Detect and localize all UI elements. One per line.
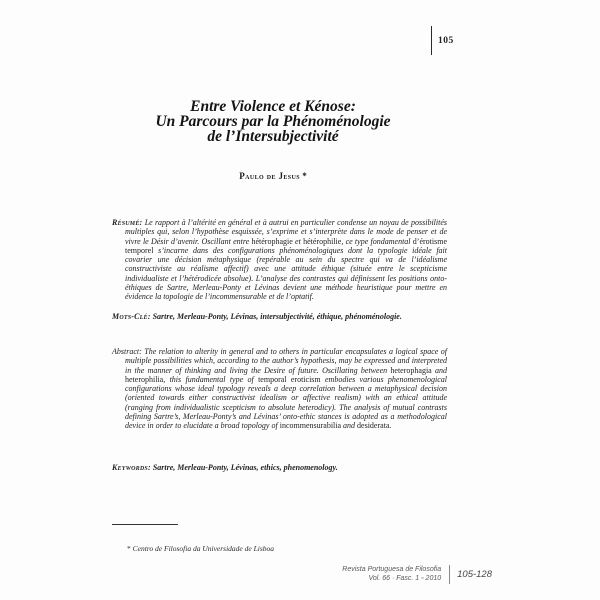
journal-volume: Vol. 66 · Fasc. 1 ▫ 2010 (368, 574, 442, 582)
article-title (112, 99, 434, 144)
abstract-label: Abstract: (112, 347, 142, 356)
motscle-section (112, 312, 447, 321)
footnote-mark: * (127, 543, 131, 553)
footnote-rule (112, 524, 178, 525)
author-line (112, 171, 434, 181)
page-header (431, 26, 454, 55)
author-name: Paulo de Jesus (239, 171, 301, 181)
resume-label: Résumé: (112, 218, 143, 227)
footnote (112, 544, 449, 553)
abstract-text: The relation to alterity in general and to others in particular encapsulates a logical space of multiple possibilities which, according to the author’s hypothesis, may be expressed and interpreted in the manner of thinking and living the Desire of future. Oscillating between heterophagia and heterophilia, this fundamental type of temporal eroticism embodies various phenomenological configurations whose ideal typology reveals a deep correlation between a metaphysical decision (oriented towards either constructivist idealism or affective realism) with an ethical attitude (ranging from individualistic scepticism to absolute heterodicy). The analysis of mutual contrasts defining Sartre’s, Merleau-Ponty’s and Lévinas’ onto-ethic stances is adopted as a methodological device in order to elucidate a broad topology of incommensurabilia and desiderata. (125, 347, 448, 431)
keywords-section (112, 463, 447, 472)
keywords-text: Sartre, Merleau-Ponty, Lévinas, ethics, phenomenology. (152, 463, 338, 472)
title-line-3: de l’Intersubjectivité (207, 128, 339, 145)
page-number: 105 (438, 35, 454, 46)
resume-text: Le rapport à l’altérité en général et à autrui en particulier condense un noyau de possibilités multiples qui, selon l’hypothèse esquissée, s’exprime et s’interprète dans le mode de penser et de vivre le Désir d’avenir. Oscillant entre hétérophagie et hétérophilie, ce type fondamental d’érotisme temporel s’incarne dans des configurations phénoménologiques dont la typologie idéale fait covarier une décision métaphysique (repérable au sein du spectre qui va de l’idéalisme constructiviste au réalisme affectif) avec une attitude éthique (située entre le scepticisme individualiste et l’hétérodicée absolue). L’analyse des contrastes qui définissent les positions onto-éthiques de Sartre, Merleau-Ponty et Lévinas devient une méthode heuristique pour mettre en évidence la topologie de l’incommensurable et de l’optatif. (125, 218, 448, 302)
page-range: 105-128 (457, 569, 492, 580)
footnote-text: Centro de Filosofia da Universidade de Lisboa (132, 543, 275, 553)
title-line-1: Entre Violence et Kénose: (190, 98, 356, 115)
author-footnote-mark: * (302, 171, 307, 181)
journal-footer (112, 565, 492, 584)
resume-section (112, 218, 447, 302)
motscle-text: Sartre, Merleau-Ponty, Lévinas, intersubjectivité, éthique, phénoménologie. (152, 312, 402, 321)
journal-name: Revista Portuguesa de Filosofia (342, 566, 442, 573)
keywords-label: Keywords: (112, 463, 151, 472)
title-line-2: Un Parcours par la Phénoménologie (155, 113, 391, 130)
journal-info (112, 566, 441, 583)
motscle-label: Mots-Clé: (112, 312, 151, 321)
footer-separator (449, 565, 450, 584)
abstract-section (112, 347, 447, 431)
